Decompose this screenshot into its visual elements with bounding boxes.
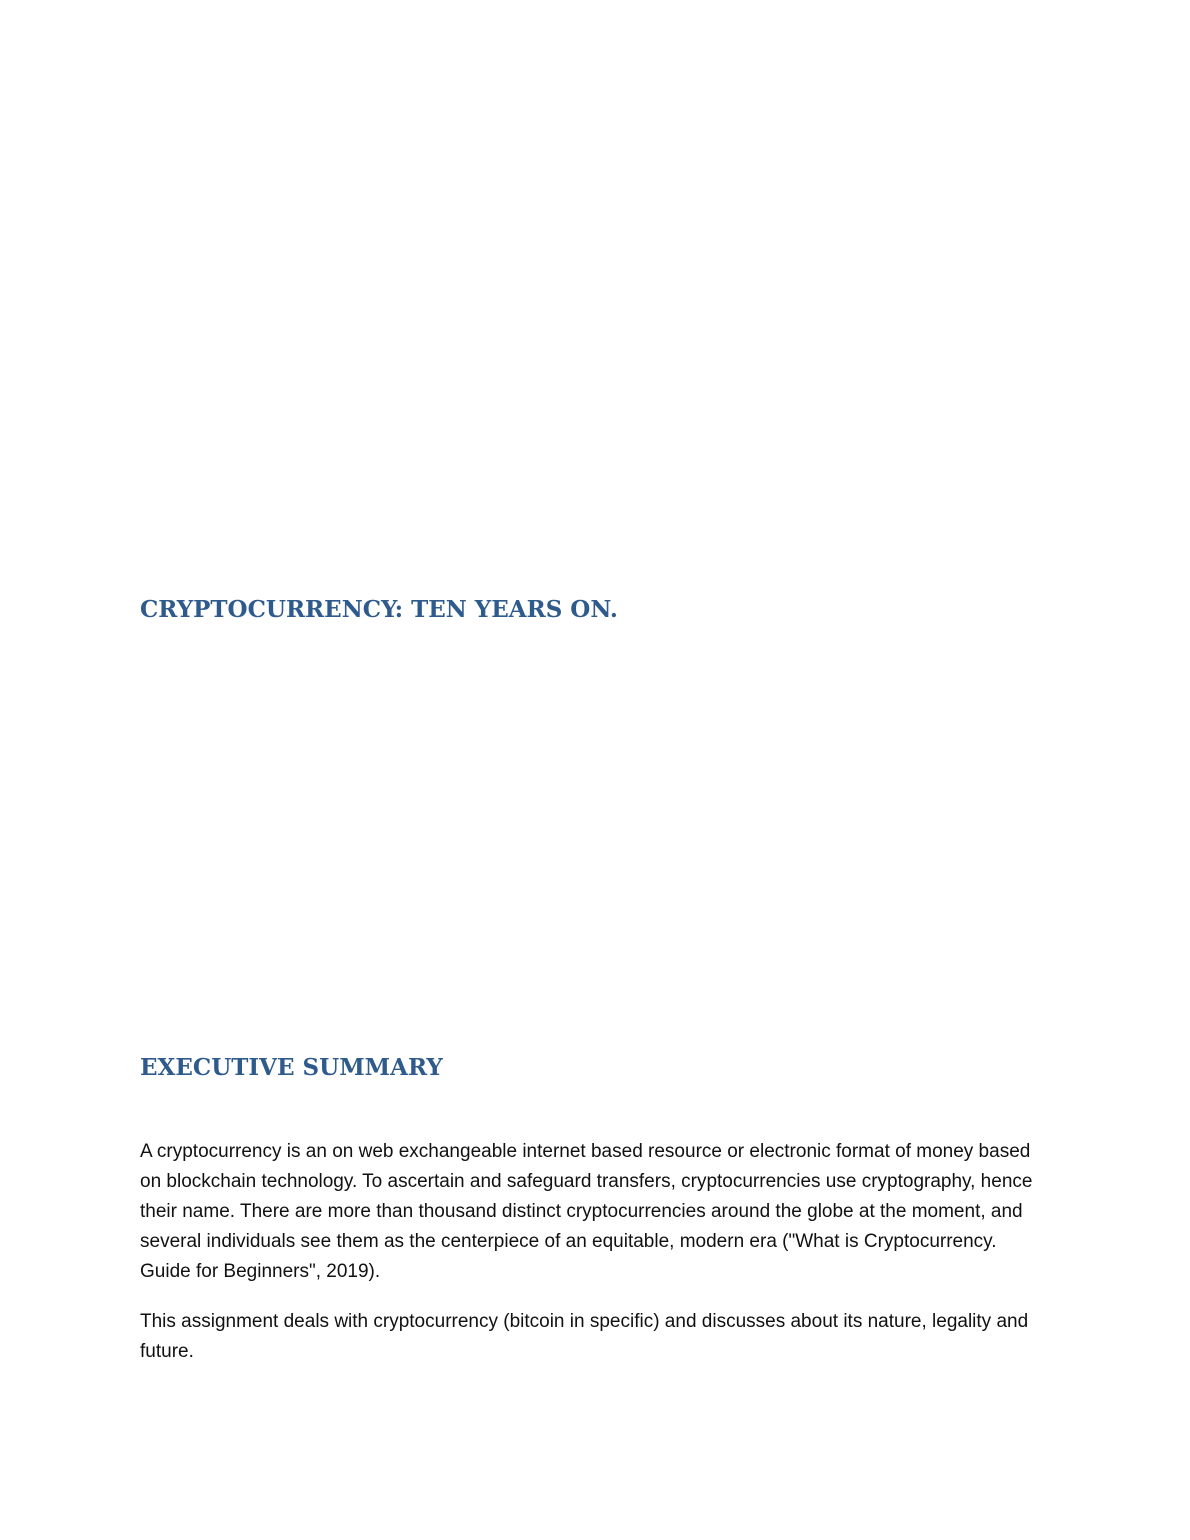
summary-paragraph-1: A cryptocurrency is an on web exchangeable internet based resource or electronic format of money based on blockchain technology. To ascertain and safeguard transfers, cryptocurrencies use cryptography, hence their name. There are more than thousand distinct cryptocurrencies around the globe at the moment, and several individuals see them as the centerpiece of an equitable, modern era ("What is Cryptocurrency. Guide for Beginners", 2019). [140, 1141, 1033, 1282]
document-title: CRYPTOCURRENCY: TEN YEARS ON. [140, 596, 618, 623]
executive-summary-heading: EXECUTIVE SUMMARY [140, 1054, 443, 1081]
summary-paragraph-2: This assignment deals with cryptocurrency (bitcoin in specific) and discusses about its nature, legality and future. [140, 1311, 1029, 1362]
